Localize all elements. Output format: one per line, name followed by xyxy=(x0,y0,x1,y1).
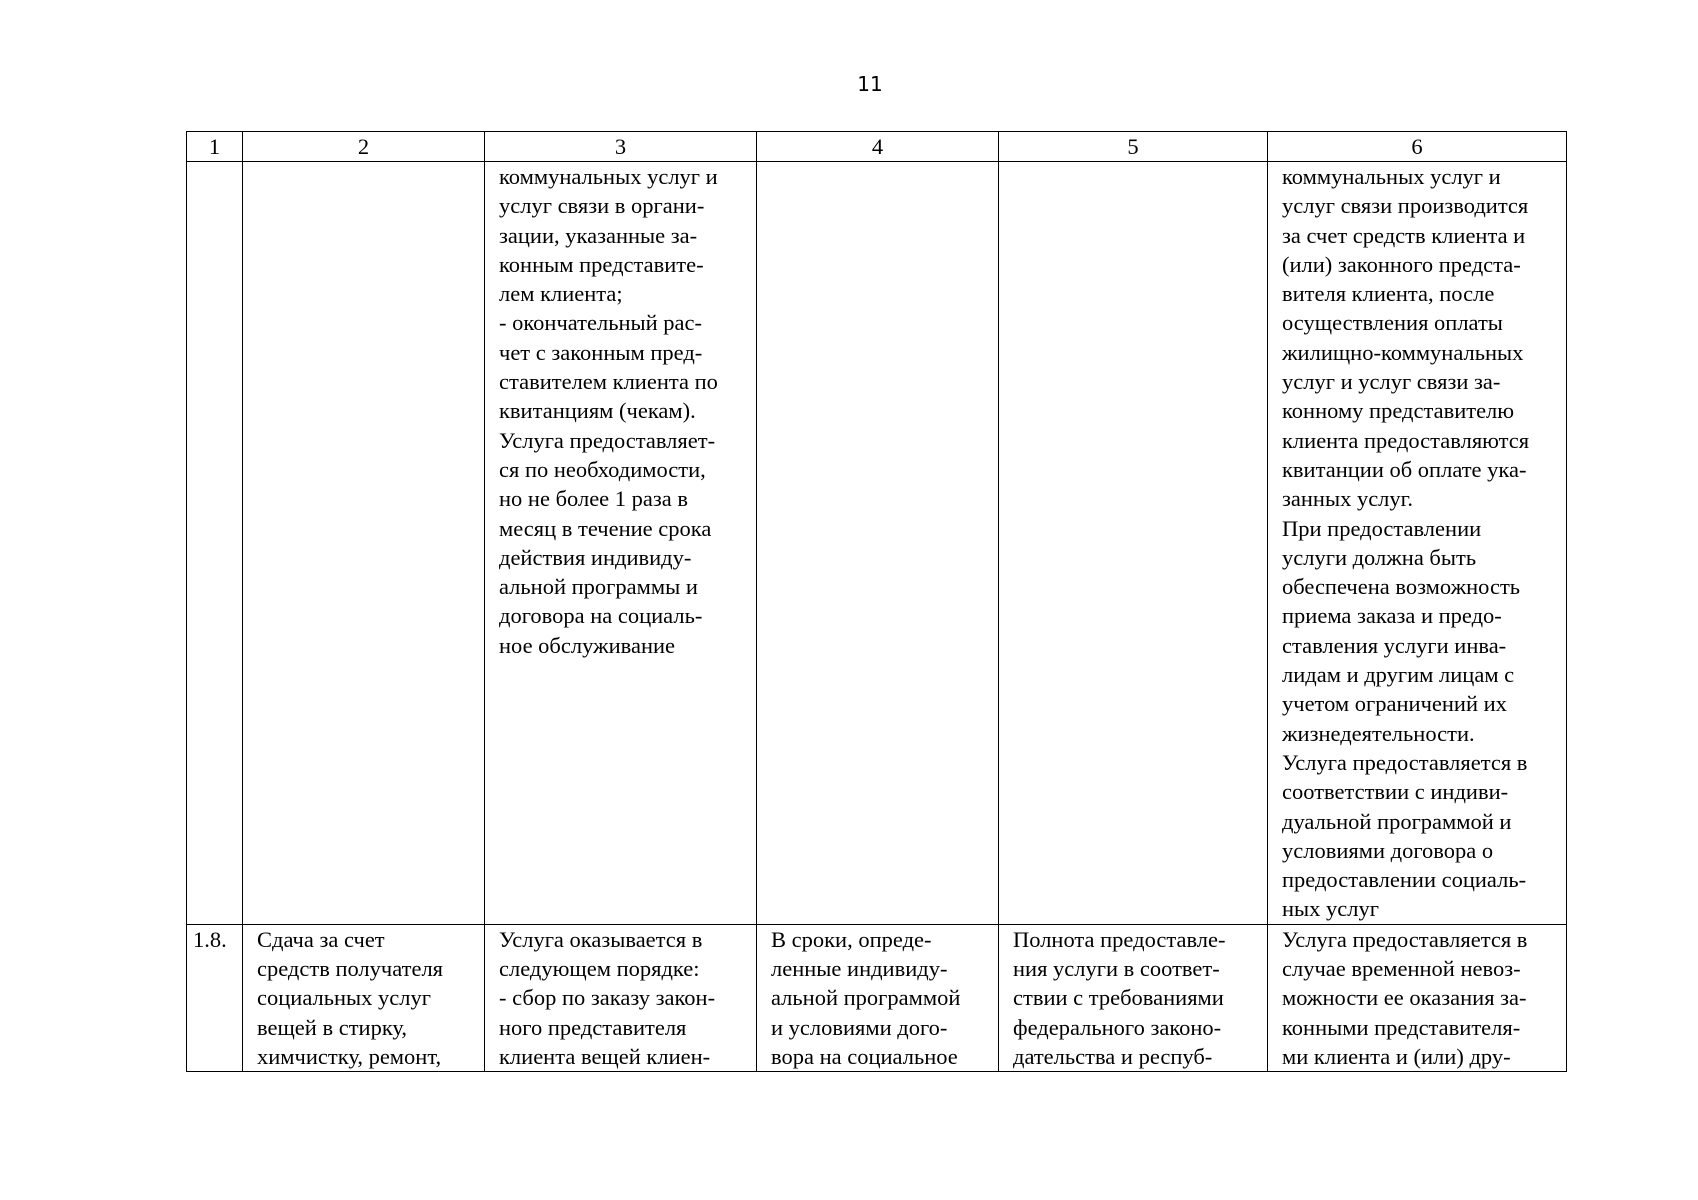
table-row xyxy=(187,924,1567,1071)
column-number-5: 5 xyxy=(999,132,1268,162)
page-number: 11 xyxy=(857,72,883,96)
table-cell-quality-indicators: Полнота предоставле- ния услуги в соответ- ствии с требованиями федерального законо- дательства и респуб- xyxy=(999,924,1268,1071)
table-cell-service-terms: В сроки, опреде- ленные индивиду- альной программой и условиями дого- вора на социальное xyxy=(757,924,999,1071)
column-number-6: 6 xyxy=(1268,132,1567,162)
table-row xyxy=(187,162,1567,925)
table-cell-conditions: коммунальных услуг и услуг связи производится за счет средств клиента и (или) законного предста- вителя клиента, после осуществления оплаты жилищно-коммунальных услуг и услуг связи за- конному представителю клиента предоставляются квитанции об оплате ука- занных услуг. При предоставлении услуги должна быть обеспечена возможность приема заказа и предо- ставления услуги инва- лидам и другим лицам с учетом ограничений их жизнедеятельности. Услуга предоставляется в соответствии с индиви- дуальной программой и условиями договора о предоставлении социаль- ных услуг xyxy=(1268,162,1567,925)
column-number-3: 3 xyxy=(485,132,757,162)
table-cell-conditions: Услуга предоставляется в случае временной невоз- можности ее оказания за- конными представителя- ми клиента и (или) дру- xyxy=(1268,924,1567,1071)
table-cell-number: 1.8. xyxy=(187,924,243,1071)
table-header-row xyxy=(187,132,1567,162)
services-table xyxy=(186,131,1567,1072)
column-number-4: 4 xyxy=(757,132,999,162)
table-cell-service-terms xyxy=(757,162,999,925)
table-cell-number xyxy=(187,162,243,925)
table-cell-service-name xyxy=(243,162,485,925)
table-cell-service-name: Сдача за счет средств получателя социальных услуг вещей в стирку, химчистку, ремонт, xyxy=(243,924,485,1071)
table-cell-service-description: Услуга оказывается в следующем порядке: - сбор по заказу закон- ного представителя клиента вещей клиен- xyxy=(485,924,757,1071)
table-cell-quality-indicators xyxy=(999,162,1268,925)
column-number-2: 2 xyxy=(243,132,485,162)
column-number-1: 1 xyxy=(187,132,243,162)
table-cell-service-description: коммунальных услуг и услуг связи в органи- зации, указанные за- конным представите- лем клиента; - окончательный рас- чет с законным пред- ставителем клиента по квитанциям (чекам). Услуга предоставляет- ся по необходимости, но не более 1 раза в месяц в течение срока действия индивиду- альной программы и договора на социаль- ное обслуживание xyxy=(485,162,757,925)
